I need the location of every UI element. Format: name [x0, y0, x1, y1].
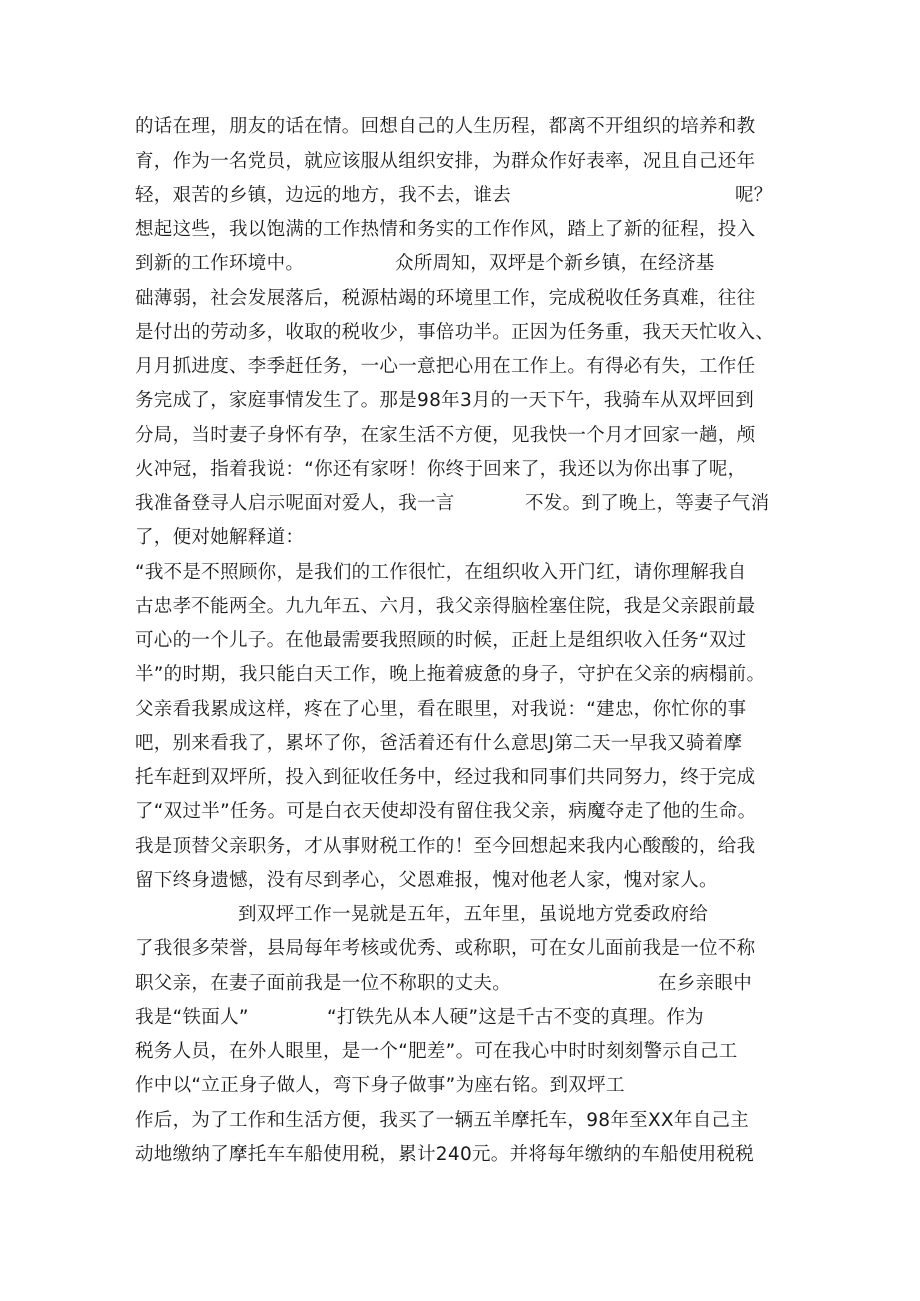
- text-line: 动地缴纳了摩托车车船使用税，累计240元。并将每年缴纳的车船使用税税: [135, 1144, 755, 1165]
- text-line: 父亲看我累成这样，疼在了心里，看在眼里，对我说：“建忠，你忙你的事: [135, 699, 747, 720]
- text-line: 育，作为一名党员，就应该服从组织安排，为群众作好表率，况且自己还年: [135, 151, 756, 172]
- text-line: 了我很多荣誉，县局每年考核或优秀、或称职，可在女儿面前我是一位不称: [135, 938, 756, 959]
- text-line: 月月抓进度、李季赶任务，一心一意把心用在工作上。有得必有失，工作任: [135, 356, 756, 377]
- text-line: 古忠孝不能两全。九九年五、六月，我父亲得脑栓塞住院，我是父亲跟前最: [135, 596, 756, 617]
- text-line: 想起这些，我以饱满的工作热情和务实的工作作风，踏上了新的征程，投入: [135, 219, 756, 240]
- text-line: 了，便对她解释道：: [135, 527, 305, 548]
- text-line: “我不是不照顾你，是我们的工作很忙，在组织收入开门红，请你理解我自: [135, 562, 747, 583]
- text-line: 到双坪工作一晃就是五年，五年里，虽说地方党委政府给: [238, 904, 709, 925]
- text-line: 了“双过半”任务。可是白衣天使却没有留住我父亲，病魔夺走了他的生命。: [135, 801, 757, 822]
- text-line: 是付出的劳动多，收取的税收少，事倍功半。正因为任务重，我天天忙收入、: [135, 322, 775, 343]
- text-line: 作中以“立正身子做人，弯下身子做事”为座右铭。到双坪工: [135, 1075, 625, 1096]
- text-line: 的话在理，朋友的话在情。回想自己的人生历程，都离不开组织的培养和教: [135, 116, 756, 137]
- text-line: 吧，别来看我了，累坏了你，爸活着还有什么意思J第二天一早我又骑着摩: [135, 733, 743, 754]
- text-line: 火冲冠，指着我说：“你还有家呀！你终于回来了，我还以为你出事了呢，: [135, 459, 747, 480]
- document-page: 的话在理，朋友的话在情。回想自己的人生历程，都离不开组织的培养和教 育，作为一名党员，就应该服从组织安排，为群众作好表率，况且自己还年 轻，艰苦的乡镇，边远的地方，我不去，谁去 呢？ 想起这些，我以饱满的工作热情和务实的工作作风，踏上了新的征程，投入 到新的工作环境中。 众所周知，双坪是个新乡镇，在经济基 础薄弱，社会发展落后，税源枯竭的环境里工作，完成税收任务真难，往往 是付出的劳动多，收取的税收少，事倍功半。正因为任务重，我天天忙收入、 月月抓进度、李季赶任务，一心一意把心用在工作上。有得必有失，工作任 务完成了，家庭事情发生了。那是98年3月的一天下午，我骑车从双坪回到 分局，当时妻子身怀有孕，在家生活不方便，见我快一个月才回家一趟，颅 火冲冠，指着我说：“你还有家呀！你终于回来了，我还以为你出事了呢， 我准备登寻人启示呢面对爱人，我一言 不发。到了晚上，等妻子气消 了，便对她解释道： “我不是不照顾你，是我们的工作很忙，在组织收入开门红，请你理解我自 古忠孝不能两全。九九年五、六月，我父亲得脑栓塞住院，我是父亲跟前最 可心的一个儿子。在他最需要我照顾的时候，正赶上是组织收入任务“双过 半”的时期，我只能白天工作，晚上拖着疲惫的身子，守护在父亲的病榻前。 父亲看我累成这样，疼在了心里，看在眼里，对我说：“建忠，你忙你的事 吧，别来看我了，累坏了你，爸活着还有什么意思J第二天一早我又骑着摩 托车赶到双坪所，投入到征收任务中，经过我和同事们共同努力，终于完成 了“双过半”任务。可是白衣天使却没有留住我父亲，病魔夺走了他的生命。 我是顶替父亲职务，才从事财税工作的！至今回想起来我内心酸酸的，给我 留下终身遗憾，没有尽到孝心，父恩难报，愧对他老人家，愧对家人。 到双坪工作一晃就是五年，五年里，虽说地方党委政府给 了我很多荣誉，县局每年考核或优秀、或称职，可在女儿面前我是一位不称 职父亲，在妻子面前我是一位不称职的丈夫。 在乡亲眼中 我是“铁面人” “打铁先从本人硬”这是千古不变的真理。作为 税务人员，在外人眼里，是一个“肥差”。可在我心中时时刻刻警示自己工 作中以“立正身子做人，弯下身子做事”为座右铭。到双坪工 作后，为了工作和生活方便，我买了一辆五羊摩托车，98年至XX年自己主 动地缴纳了摩托车车船使用税，累计240元。并将每年缴纳的车船使用税税: [0, 0, 920, 1301]
- text-line: 可心的一个儿子。在他最需要我照顾的时候，正赶上是组织收入任务“双过: [135, 630, 747, 651]
- text-line: 我是顶替父亲职务，才从事财税工作的！至今回想起来我内心酸酸的，给我: [135, 836, 756, 857]
- text-line: 留下终身遗憾，没有尽到孝心，父恩难报，愧对他老人家，愧对家人。: [135, 870, 718, 891]
- text-line: 础薄弱，社会发展落后，税源枯竭的环境里工作，完成税收任务真难，往往: [135, 288, 756, 309]
- text-line: 作后，为了工作和生活方便，我买了一辆五羊摩托车，98年至XX年自己主: [135, 1110, 750, 1131]
- text-line: 务完成了，家庭事情发生了。那是98年3月的一天下午，我骑车从双坪回到: [135, 390, 755, 411]
- text-line: 半”的时期，我只能白天工作，晚上拖着疲惫的身子，守护在父亲的病榻前。: [135, 664, 766, 685]
- text-line: 税务人员，在外人眼里，是一个“肥差”。可在我心中时时刻刻警示自己工: [135, 1041, 738, 1062]
- text-line: 托车赶到双坪所，投入到征收任务中，经过我和同事们共同努力，终于完成: [135, 767, 756, 788]
- text-line: 分局，当时妻子身怀有孕，在家生活不方便，见我快一个月才回家一趟，颅: [135, 425, 756, 446]
